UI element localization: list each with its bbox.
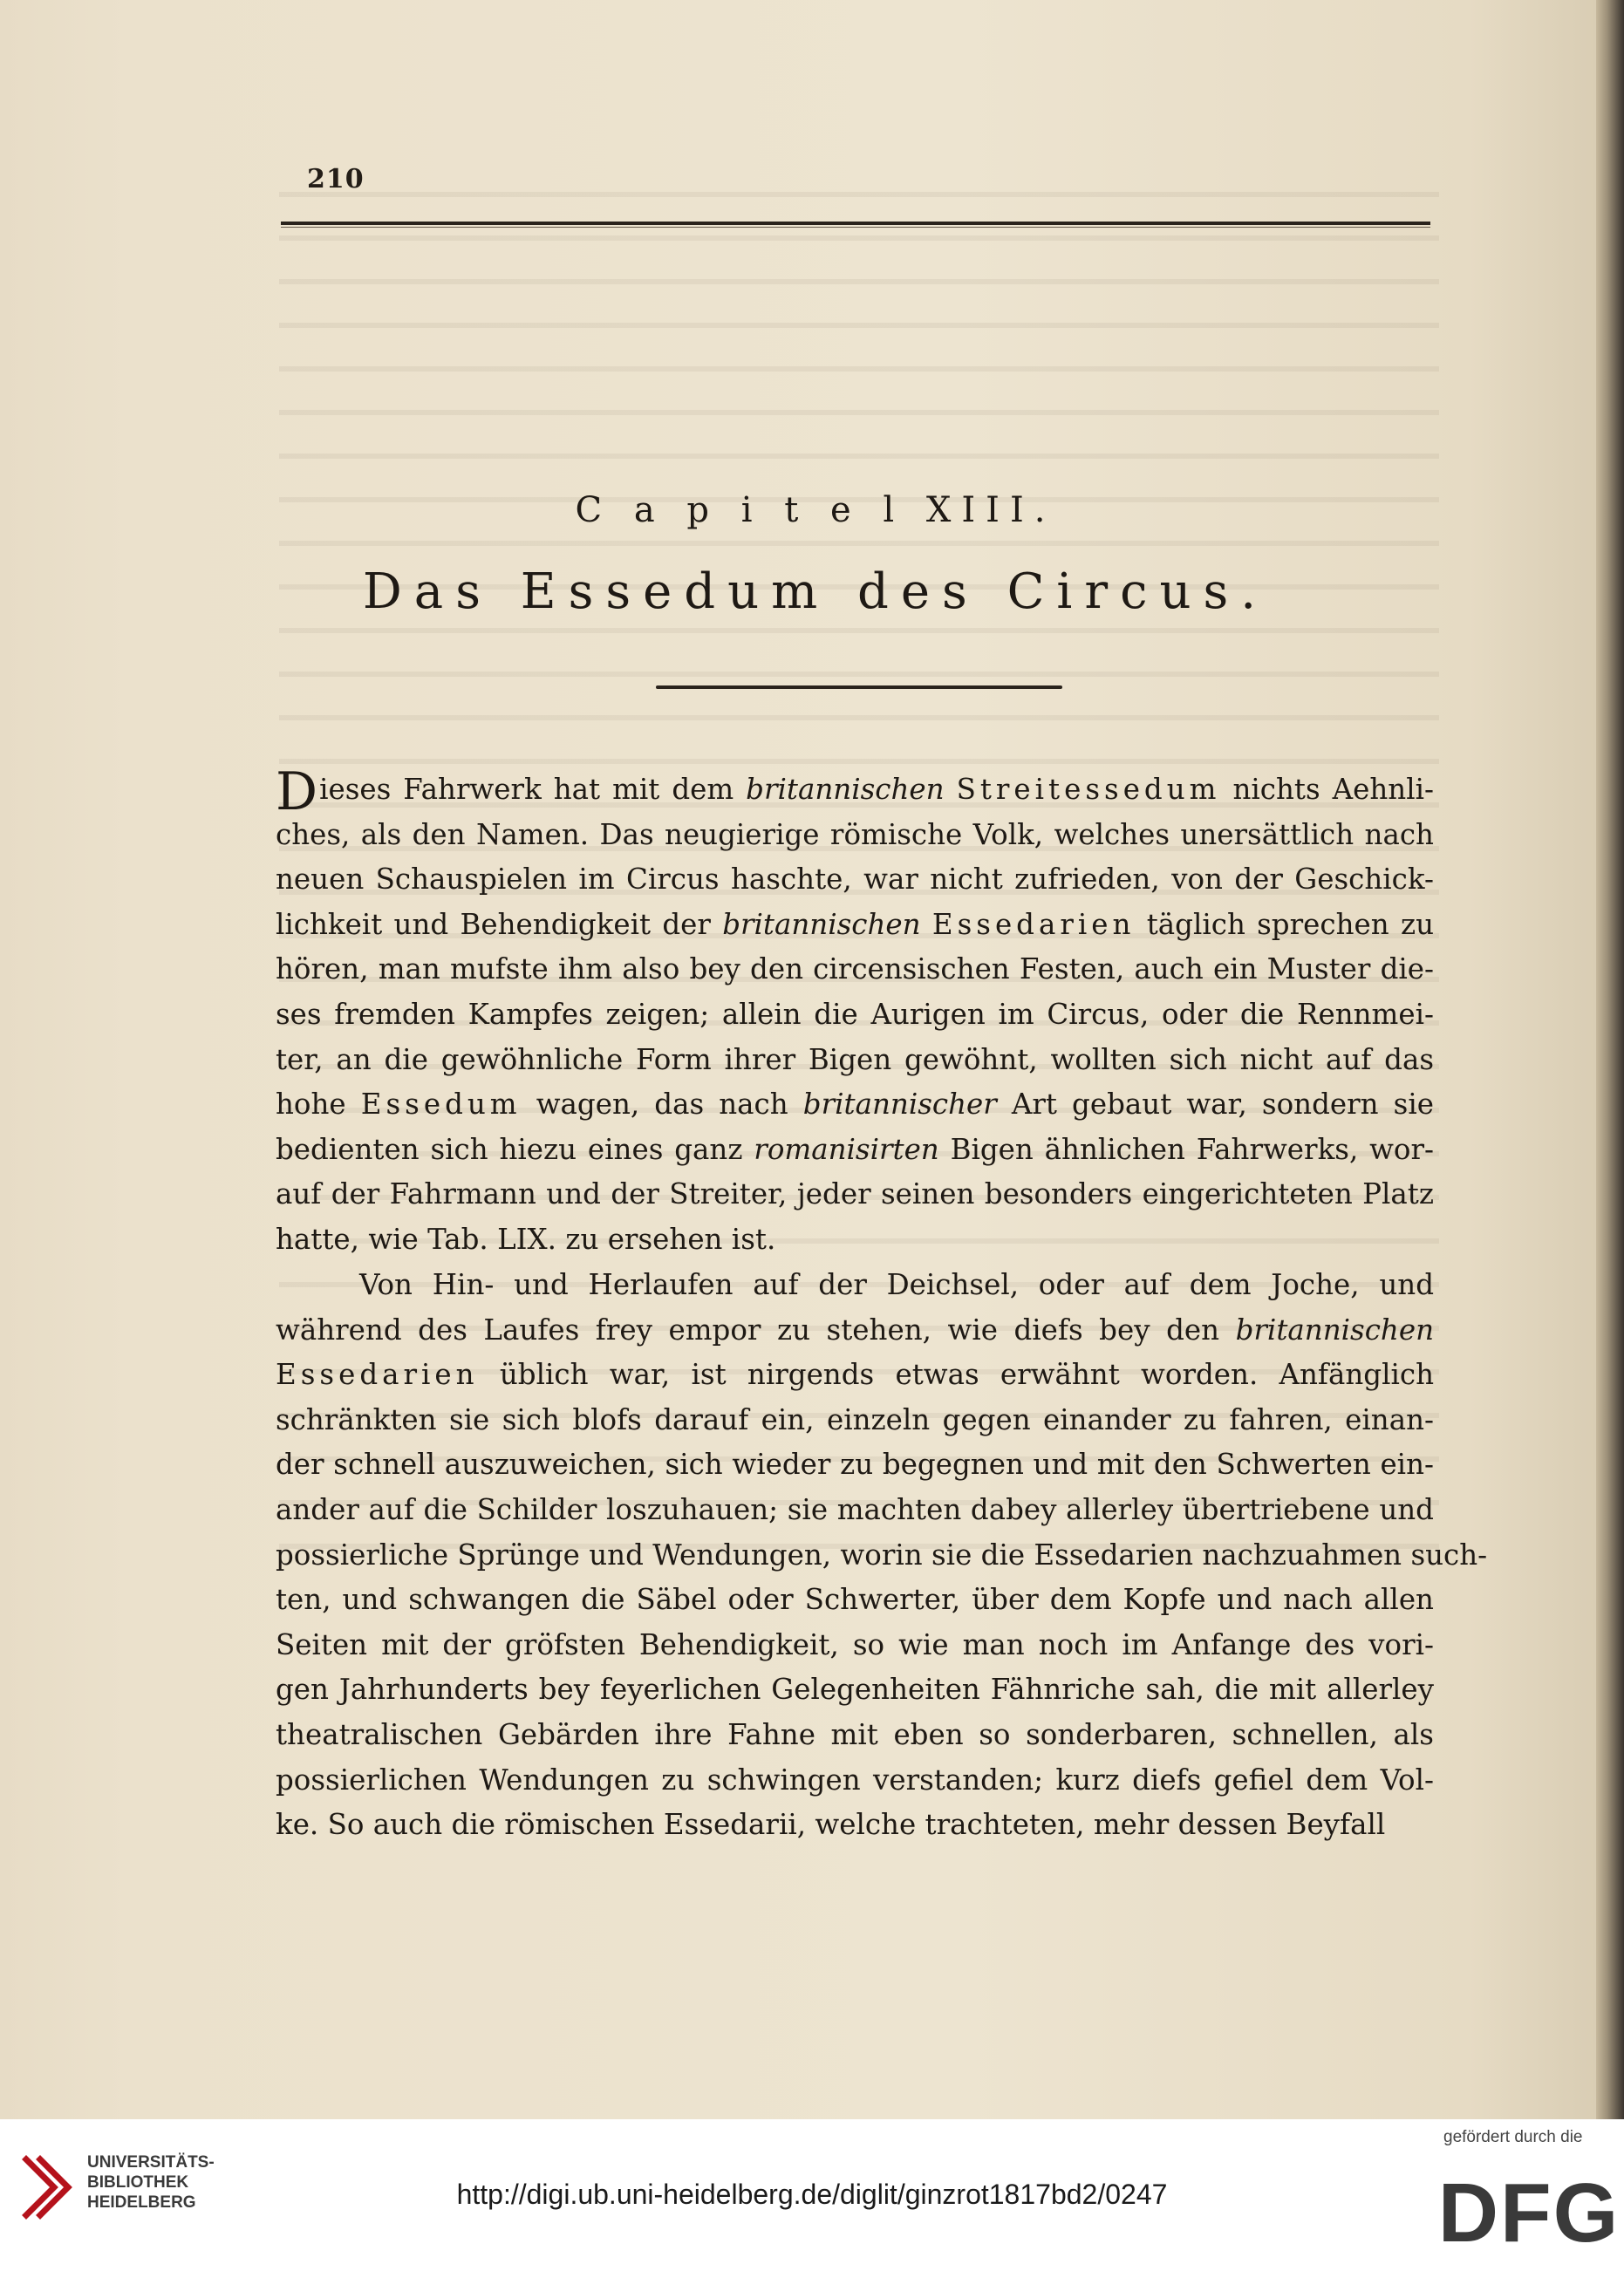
text-run: ander auf die Schilder loszuhauen; sie machten dabey allerley übertriebene und	[276, 1492, 1434, 1526]
library-name-line: HEIDELBERG	[87, 2193, 196, 2212]
header-rule-thin	[281, 227, 1430, 228]
text-line	[276, 857, 1434, 903]
text-line	[276, 1667, 1434, 1713]
text-line	[276, 1713, 1434, 1758]
text-run: der schnell auszuweichen, sich wieder zu begegnen und mit den Schwerten ein-	[276, 1448, 1434, 1482]
spaced-term: Essedum	[360, 1088, 522, 1122]
paragraph-2	[276, 1263, 1488, 1848]
page-number: 210	[307, 164, 365, 194]
dfg-logo-icon	[1437, 2166, 1621, 2260]
text-line	[276, 1533, 1488, 1579]
italic-term: romanisirten	[754, 1132, 939, 1166]
text-run: ses fremden Kampfes zeigen; allein die Aurigen im Circus, oder die Rennmei-	[276, 997, 1434, 1031]
text-line	[276, 1442, 1434, 1488]
text-run: üblich war, ist nirgends etwas erwähnt worden. Anfänglich	[478, 1358, 1434, 1392]
text-run: Von Hin- und Herlaufen auf der Deichsel, oder auf dem Joche, und	[359, 1268, 1434, 1301]
italic-term: britannischen	[722, 907, 921, 941]
text-run	[945, 773, 957, 806]
text-line	[276, 903, 1434, 948]
italic-term: britannischer	[802, 1088, 997, 1122]
header-rule	[281, 222, 1430, 225]
text-line	[276, 1623, 1434, 1668]
text-run: hohe	[276, 1088, 361, 1122]
text-run: hören, man mufste ihm also bey den circensischen Festen, auch ein Muster die-	[276, 952, 1434, 986]
chapter-title: Das Essedum des Circus.	[362, 563, 1269, 620]
library-name-line: BIBLIOTHEK	[87, 2173, 189, 2192]
text-run: Bigen ähnlichen Fahrwerks, wor-	[938, 1132, 1434, 1166]
text-run: wagen, das nach	[521, 1088, 803, 1122]
funding-caption: gefördert durch die	[1443, 2128, 1583, 2146]
text-line	[276, 1038, 1434, 1083]
text-line	[276, 1263, 1434, 1308]
text-line	[276, 1578, 1434, 1623]
text-line	[276, 1217, 1434, 1263]
text-run: gen Jahrhunderts bey feyerlichen Gelegenheiten Fähnriche sah, die mit allerley	[276, 1673, 1434, 1707]
text-line	[276, 1128, 1434, 1173]
text-line	[276, 1353, 1434, 1398]
text-line	[276, 1488, 1434, 1533]
text-run: possierlichen Wendungen zu schwingen verstanden; kurz diefs gefiel dem Vol-	[276, 1763, 1434, 1797]
text-run: während des Laufes frey empor zu stehen, wie diefs bey den	[276, 1313, 1236, 1347]
drop-initial: D	[276, 761, 318, 822]
text-run	[921, 908, 932, 941]
text-line	[276, 761, 1434, 822]
dfg-logo-text: DFG	[1437, 2166, 1621, 2260]
text-run: neuen Schauspielen im Circus haschte, war nicht zufrieden, von der Geschick-	[276, 863, 1434, 897]
text-line	[276, 1803, 1434, 1848]
text-run: hatte, wie Tab. LIX. zu ersehen ist.	[276, 1222, 776, 1256]
text-run: auf der Fahrmann und der Streiter, jeder seinen besonders eingerichteten Platz	[276, 1177, 1434, 1211]
spaced-term: Essedarien	[931, 907, 1136, 941]
text-line	[276, 1308, 1434, 1354]
spaced-term: Essedarien	[276, 1358, 479, 1392]
text-run: ieses Fahrwerk hat mit dem	[319, 773, 747, 806]
text-run: ches, als den Namen. Das neugierige römische Volk, welches unersättlich nach	[276, 817, 1434, 851]
text-line	[276, 1172, 1434, 1217]
text-run: ter, an die gewöhnliche Form ihrer Bigen gewöhnt, wollten sich nicht auf das	[276, 1042, 1434, 1076]
spaced-term: Streitessedum	[956, 773, 1221, 806]
chapter-label: C a p i t e l XIII.	[575, 490, 1056, 530]
text-run: schränkten sie sich blofs darauf ein, einzeln gegen einander zu fahren, einan-	[276, 1402, 1434, 1436]
text-run: bedienten sich hiezu eines ganz	[276, 1132, 754, 1166]
text-run: ten, und schwangen die Säbel oder Schwerter, über dem Kopfe und nach allen	[276, 1583, 1434, 1617]
page-edge-shadow	[1596, 0, 1624, 2119]
text-line	[276, 1398, 1434, 1443]
text-line	[276, 1758, 1434, 1804]
text-run: ke. So auch die römischen Essedarii, welche trachteten, mehr dessen Beyfall	[276, 1808, 1386, 1842]
text-run: nichts Aehnli-	[1220, 773, 1434, 806]
permalink-url[interactable]: http://digi.ub.uni-heidelberg.de/diglit/ginzrot1817bd2/0247	[456, 2179, 1168, 2210]
text-line	[276, 1082, 1434, 1128]
text-run: Art gebaut war, sondern sie	[996, 1088, 1434, 1122]
italic-term: britannischen	[1235, 1313, 1434, 1347]
text-line	[276, 813, 1434, 858]
library-name-line: UNIVERSITÄTS-	[87, 2153, 215, 2172]
text-run: täglich sprechen zu	[1135, 907, 1434, 941]
text-run: lichkeit und Behendigkeit der	[276, 907, 723, 941]
text-run: Seiten mit der gröfsten Behendigkeit, so wie man noch im Anfange des vori-	[276, 1627, 1434, 1661]
text-run: possierliche Sprünge und Wendungen, worin sie die Essedarien nachzuahmen such-	[276, 1538, 1488, 1572]
text-line	[276, 992, 1434, 1038]
paragraph-1	[276, 761, 1434, 1263]
title-rule	[656, 685, 1062, 689]
text-line	[276, 947, 1434, 992]
text-run: theatralischen Gebärden ihre Fahne mit eben so sonderbaren, schnellen, als	[276, 1717, 1434, 1751]
italic-term: britannischen	[746, 773, 945, 806]
